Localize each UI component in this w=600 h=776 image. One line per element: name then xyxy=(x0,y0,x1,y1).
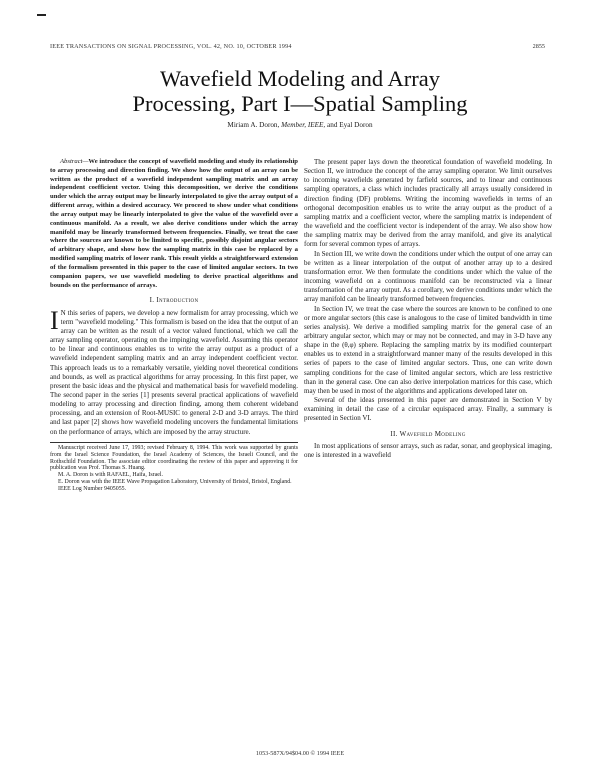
paragraph: In Section III, we write down the conditions under which the output of one array can be written as a linear interpolation of the output of another array up to a desired transformation error. We then formulate the conditions under which the value of the incoming wavefield on a continuous manifold can be reconstructed via a linear transformation of the array output. As a corollary, we derive conditions under which the array manifold can be linearly transformed between frequencies. xyxy=(304,249,552,304)
paragraph: Several of the ideas presented in this paper are demonstrated in Section V by examining in detail the case of a circular equispaced array. Finally, a summary is presented in Section VI. xyxy=(304,396,552,423)
paragraph: In most applications of sensor arrays, such as radar, sonar, and geophysical imaging, one is interested in a wavefield xyxy=(304,441,552,459)
section-heading-introduction: I. Introduction xyxy=(149,296,199,305)
abstract-text: We introduce the concept of wavefield modeling and study its relationship to array processing and direction finding. We show how the output of an array can be written as the product of a wavefield independent sampling matrix and an array independent coefficient vector. Using this decomposition, we derive the conditions under which the array output may be linearly interpolated to give the array output of a different array, within a desired accuracy. We proceed to show under what conditions the array output may be linearly interpolated to give the value of the wavefield over a continuous manifold. As a result, we also derive conditions under which the array manifold may be linearly transformed between frequencies. Finally, we treat the case where the sources are known to be limited to specific, possibly disjoint angular sectors of arbitrary shape, and show how the sampling matrix in this case be replaced by a modified sampling matrix of lower rank. This result yields a straightforward extension of the formalism presented in this paper to the case of limited angular sectors. In two companion papers, we use wavefield modeling to derive practical algorithms and bounds on the performance of arrays. xyxy=(50,158,298,289)
author-1-role: Member, IEEE, xyxy=(281,121,326,129)
left-column xyxy=(50,158,298,493)
corner-mark xyxy=(37,14,46,16)
author-1: Miriam A. Doron, xyxy=(227,121,280,129)
page-number: 2855 xyxy=(532,43,545,50)
intro-paragraph xyxy=(50,305,298,437)
footnote-author-2: E. Doron was with the IEEE Wave Propagation Laboratory, University of Bristol, Bristol, England. xyxy=(58,479,292,486)
running-head: IEEE TRANSACTIONS ON SIGNAL PROCESSING, VOL. 42, NO. 10, OCTOBER 1994 xyxy=(50,43,292,50)
drop-cap: I xyxy=(50,305,59,335)
footnote-manuscript: Manuscript received June 17, 1993; revised February 8, 1994. This work was supported by grants from the Israel Science Foundation, the Israel Academy of Sciences, the Israeli Council, and the Rothschild Foundation. The associate editor coordinating the review of this paper and approving it for publication was Prof. Thomas S. Huang. xyxy=(50,444,298,472)
author-line xyxy=(0,121,600,129)
section-heading-wavefield-modeling: II. Wavefield Modeling xyxy=(390,429,466,438)
author-conjunction: and xyxy=(327,121,338,129)
abstract xyxy=(50,158,298,290)
paper-title xyxy=(0,66,600,116)
right-column xyxy=(304,158,552,460)
paragraph: In Section IV, we treat the case where the sources are known to be confined to one or more angular sectors (this case is analogous to the case of limited bandwidth in time series analysis). We derive a modified sampling matrix for the general case of an arbitrary angular sector, which may or may not be connected, and may in 3-D have any shape in the (θ,φ) sphere. Replacing the sampling matrix by its modified counterpart enables us to extend in a straightforward manner many of the results developed in this series of papers to the case of limited angular sectors. Thus, one can write down sampling conditions for the case of limited angular sectors, which are less restrictive than in the general case. One can also derive interpolation matrices for this case, which may then be used in most of the algorithms and applications developed later on. xyxy=(304,304,552,395)
footnotes xyxy=(50,442,298,493)
footnote-log-number: IEEE Log Number 9405055. xyxy=(58,486,127,493)
author-2: Eyal Doron xyxy=(339,121,373,129)
title-line-2: Processing, Part I—Spatial Sampling xyxy=(132,91,468,116)
abstract-label: Abstract— xyxy=(60,158,89,165)
footnote-author-1: M. A. Doron is with RAFAEL, Haifa, Israel. xyxy=(58,472,163,479)
intro-paragraph-text: N this series of papers, we develop a new formalism for array processing, which we term "wavefield modeling." This formalism is based on the idea that the output of an array can be written as the result of a vector valued functional, which we call the array sampling operator, operating on the impinging wavefield. Assuming this operator to be linear and continuous enables us to write the array output as a product of a wavefield independent sampling matrix and an array independent coefficient vector. This approach leads us to a remarkably versatile, yielding novel theoretical conditions and bounds, as well as practical algorithms for array processing. In this first paper, we present the basic ideas and the physical and mathematical basis for wavefield modeling. The second paper in the series [1] presents several practical applications of wavefield modeling to array processing and direction finding, among them coherent wideband processing, and an extension of Root-MUSIC to general 2-D and 3-D arrays. The third and last paper [2] shows how wavefield modeling uncovers the fundamental limitations on the performance of arrays, which are imposed by the array structure. xyxy=(50,308,298,436)
title-line-1: Wavefield Modeling and Array xyxy=(160,66,440,91)
paragraph: The present paper lays down the theoretical foundation of wavefield modeling. In Section II, we introduce the concept of the array sampling operator. We limit ourselves to incoming wavefields generated by farfield sources, and to linear and continuous sampling operators, a class which includes practically all arrays usually considered in direction finding (DF) problems. Writing the incoming wavefields in terms of an orthogonal decomposition enables us to write the array output as the product of a sampling matrix and a coefficient vector, where the sampling matrix is independent of the wavefield and the coefficient vector is independent of the array. We also show how the sampling matrix may be derived from the array manifold, and give its analytical form for several common types of arrays. xyxy=(304,158,552,249)
copyright-code: 1053-587X/94$04.00 © 1994 IEEE xyxy=(255,750,345,757)
